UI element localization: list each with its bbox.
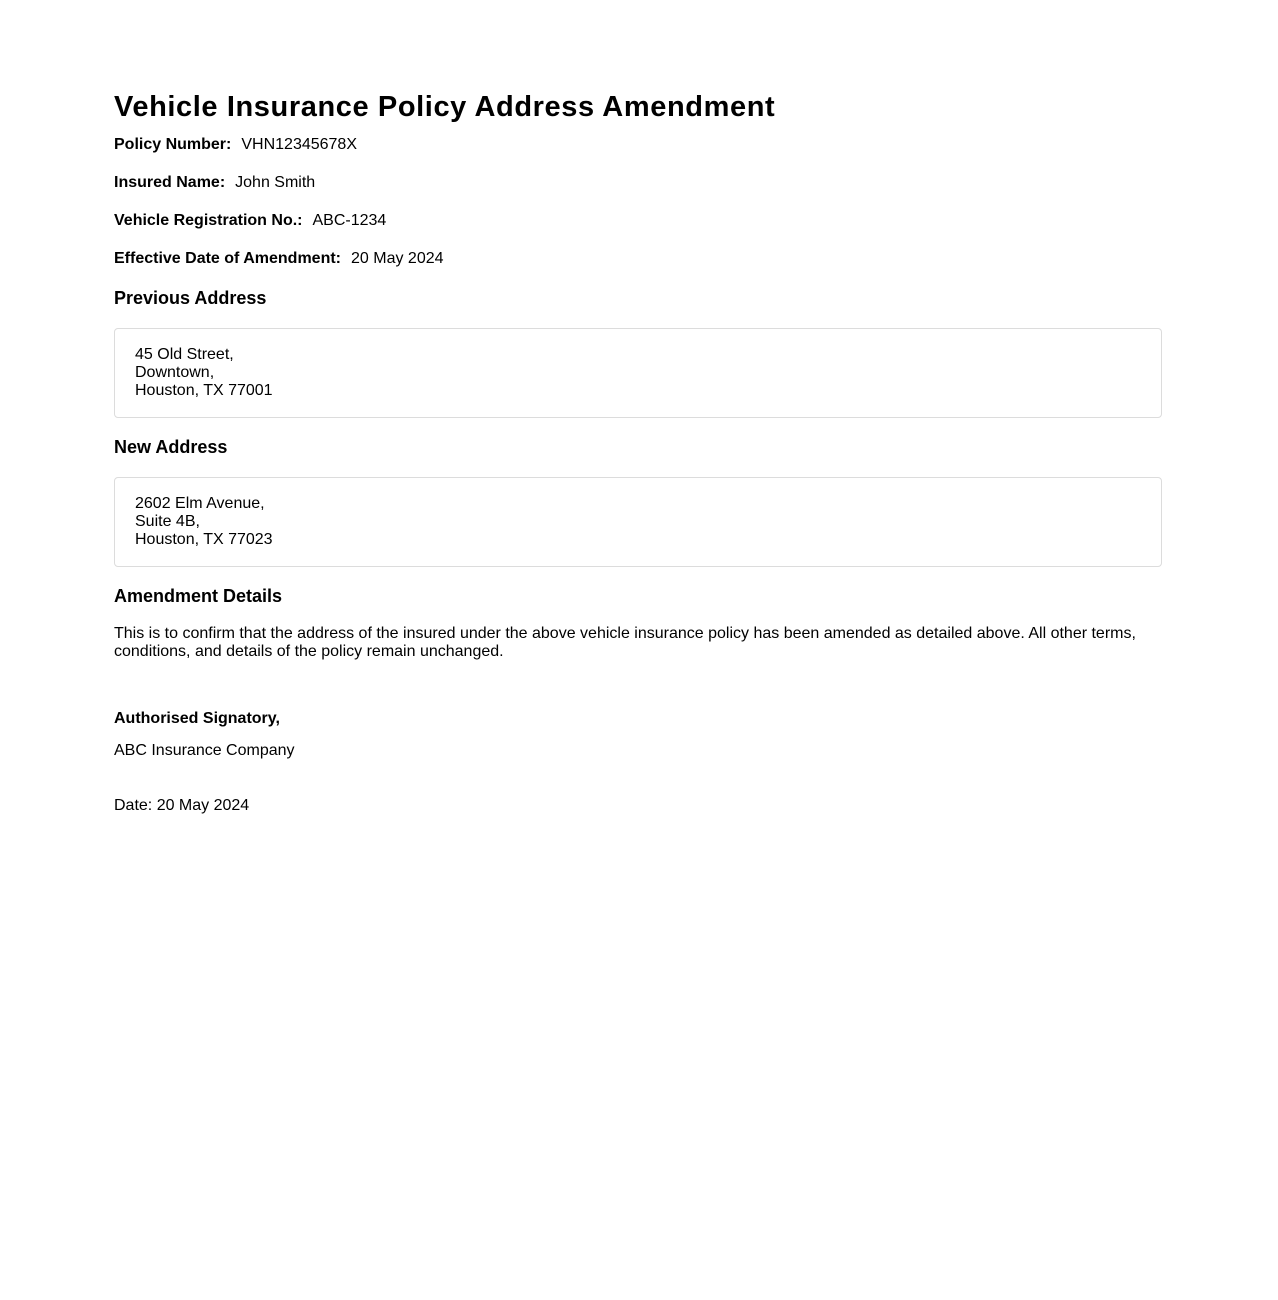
vehicle-registration-field xyxy=(114,211,386,231)
previous-address-line: Downtown, xyxy=(135,364,215,381)
new-address-lines xyxy=(135,495,273,549)
authorised-signatory-label: Authorised Signatory, xyxy=(114,710,280,727)
previous-address-lines xyxy=(135,346,273,400)
amendment-details-text: This is to confirm that the address of the insured under the above vehicle insurance policy has been amended as detailed above. All other terms, conditions, and details of the policy remain unchanged. xyxy=(114,625,1136,660)
policy-number-label: Policy Number: xyxy=(114,136,232,153)
signature-date: Date: 20 May 2024 xyxy=(114,797,250,814)
insured-name-field xyxy=(114,173,315,193)
previous-address-box xyxy=(114,328,1162,418)
new-address-line: Suite 4B, xyxy=(135,513,200,530)
previous-address-heading: Previous Address xyxy=(114,288,267,308)
new-address-line: Houston, TX 77023 xyxy=(135,531,273,548)
insured-name-value: John Smith xyxy=(235,174,316,191)
previous-address-line: Houston, TX 77001 xyxy=(135,382,273,399)
effective-date-field xyxy=(114,249,444,269)
amendment-details-heading: Amendment Details xyxy=(114,586,283,606)
vehicle-registration-label: Vehicle Registration No.: xyxy=(114,212,303,229)
policy-number-field xyxy=(114,135,357,155)
document-title: Vehicle Insurance Policy Address Amendment xyxy=(114,91,776,123)
vehicle-registration-value: ABC-1234 xyxy=(312,212,387,229)
new-address-box xyxy=(114,477,1162,567)
insured-name-label: Insured Name: xyxy=(114,174,226,191)
effective-date-label: Effective Date of Amendment: xyxy=(114,250,341,267)
new-address-heading: New Address xyxy=(114,437,228,457)
new-address-line: 2602 Elm Avenue, xyxy=(135,495,265,512)
company-name: ABC Insurance Company xyxy=(114,742,295,759)
policy-number-value: VHN12345678X xyxy=(241,136,357,153)
effective-date-value: 20 May 2024 xyxy=(351,250,444,267)
previous-address-line: 45 Old Street, xyxy=(135,346,234,363)
